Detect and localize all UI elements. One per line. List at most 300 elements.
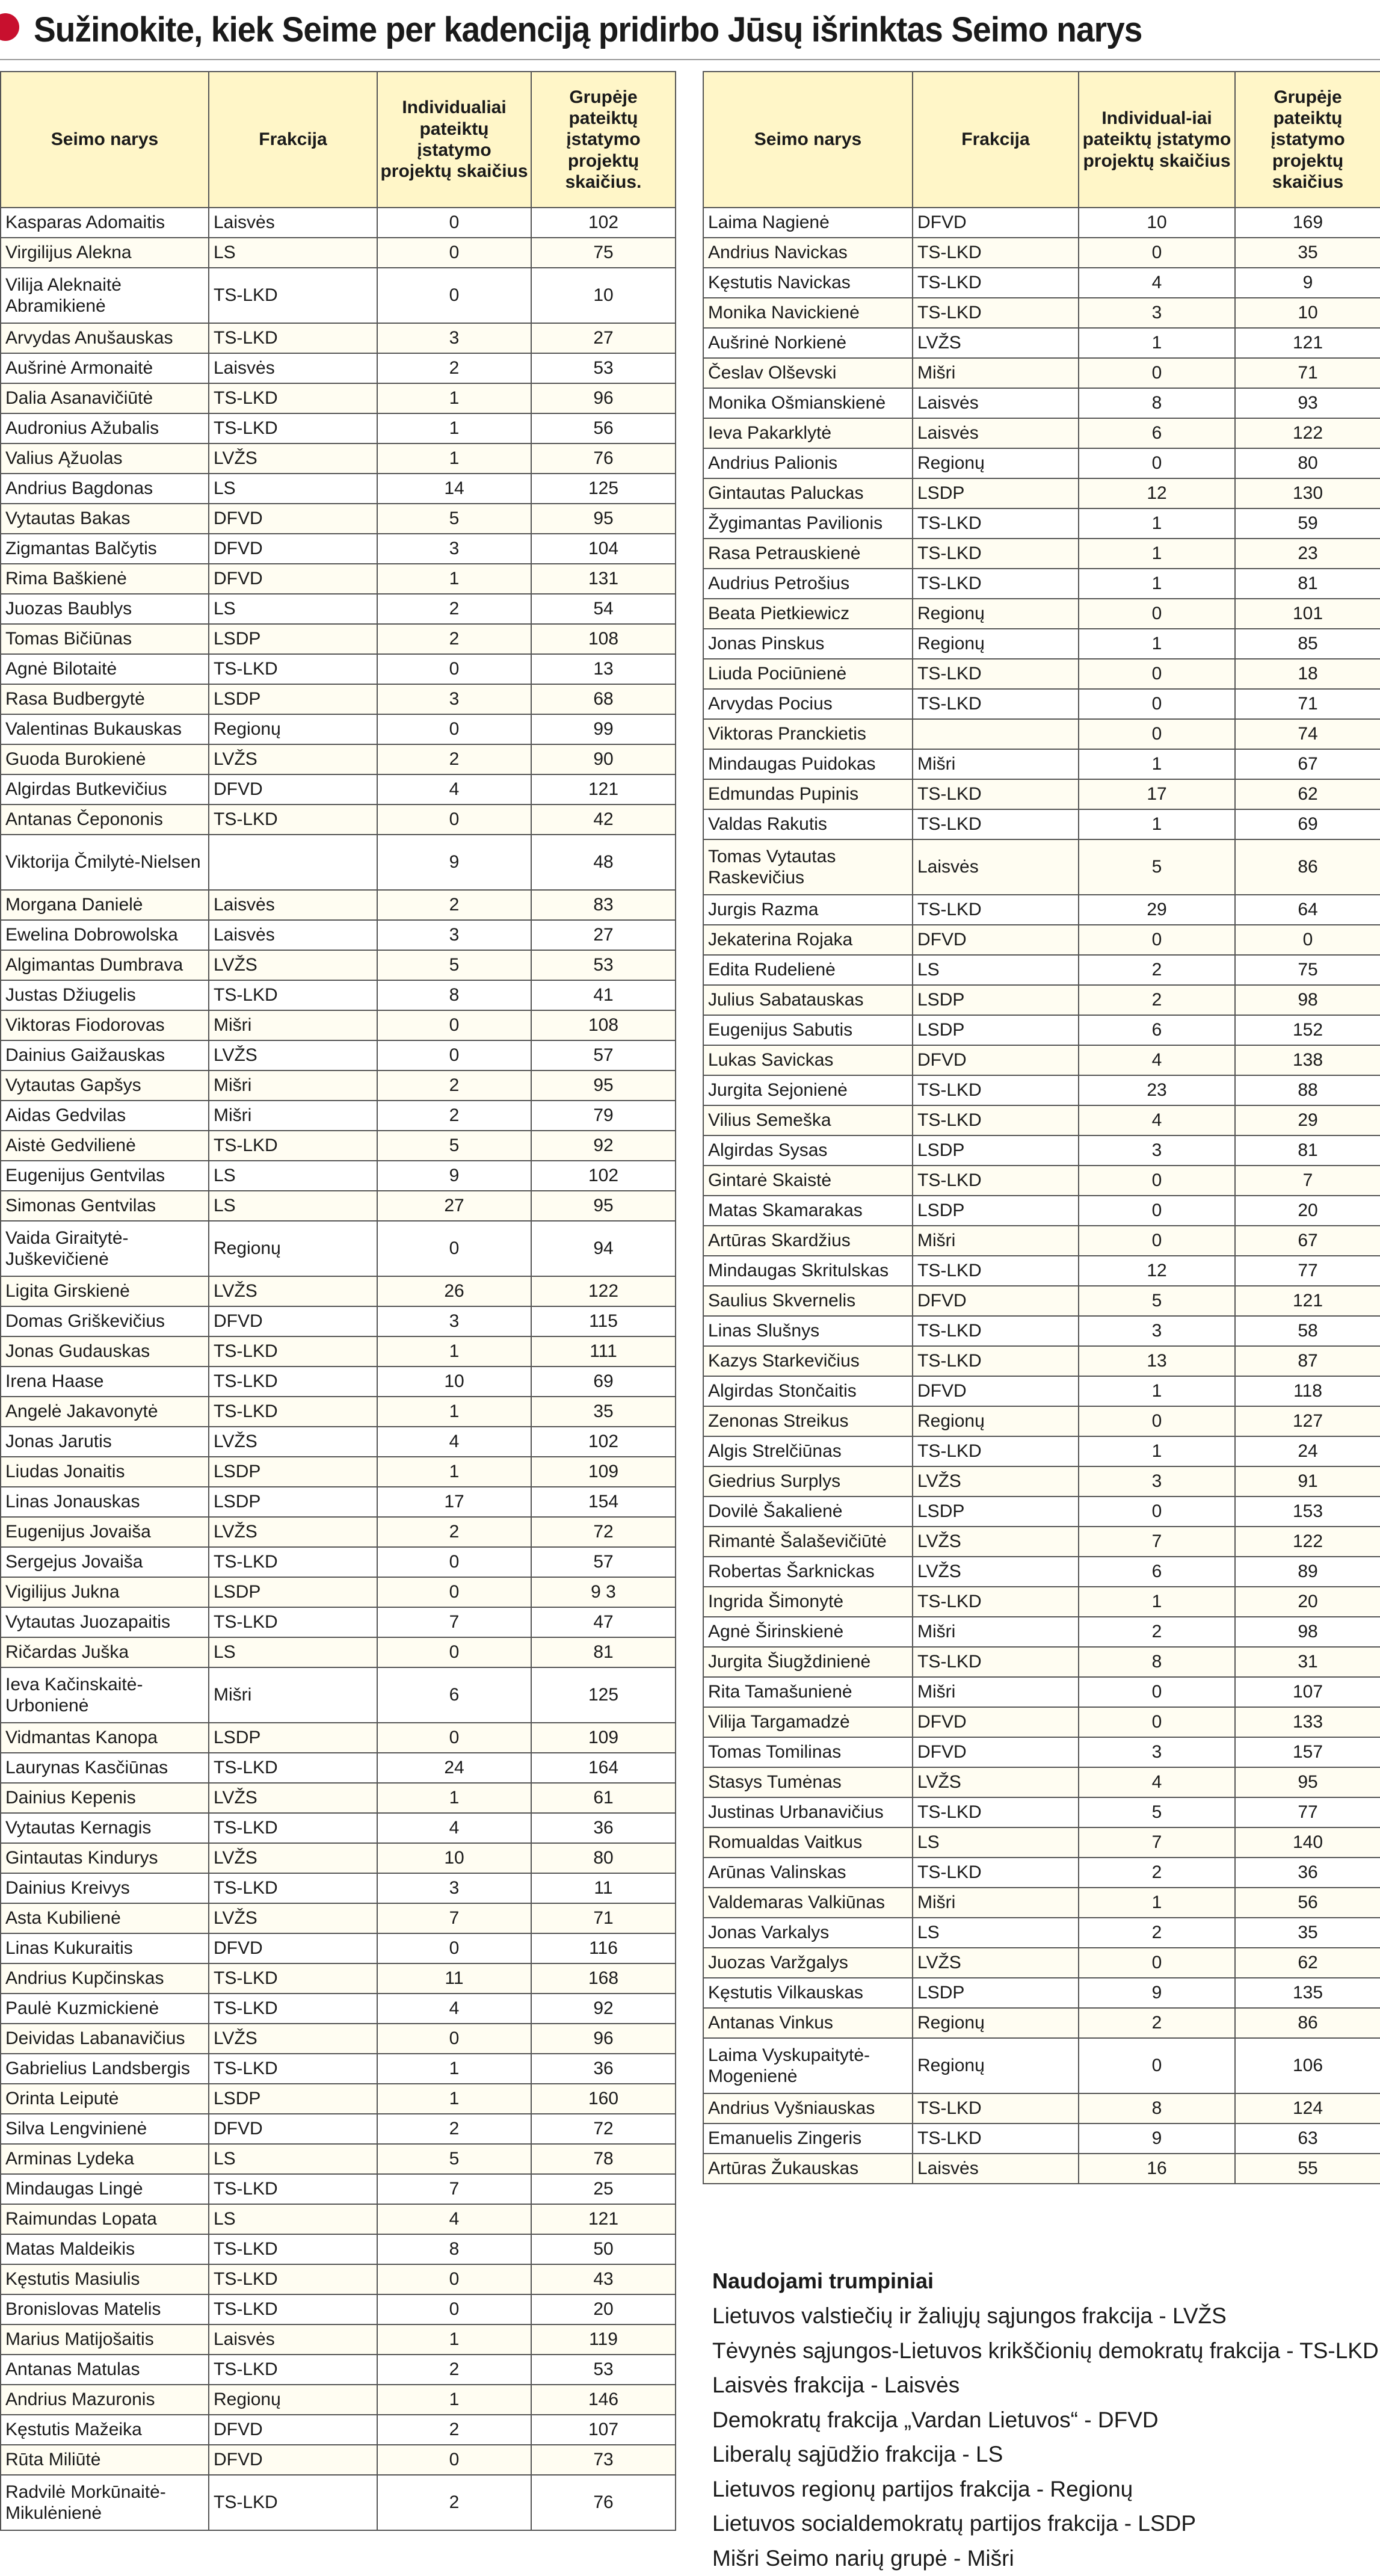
individual-count-cell: 26 xyxy=(377,1276,531,1306)
group-count-cell: 85 xyxy=(1235,629,1380,659)
table-row xyxy=(1,268,676,323)
legend-list xyxy=(712,2299,1380,2575)
left-members-table xyxy=(0,71,676,2531)
faction-cell: TS-LKD xyxy=(913,1797,1079,1827)
faction-cell: Mišri xyxy=(913,1888,1079,1918)
group-count-cell: 71 xyxy=(1235,358,1380,388)
table-row xyxy=(703,1226,1380,1256)
table-row xyxy=(703,985,1380,1015)
group-count-cell: 115 xyxy=(531,1306,676,1336)
faction-cell: TS-LKD xyxy=(209,1607,377,1637)
member-name-cell: Rūta Miliūtė xyxy=(1,2445,209,2475)
group-count-cell: 69 xyxy=(1235,809,1380,839)
table-row xyxy=(1,2234,676,2264)
group-count-cell: 116 xyxy=(531,1933,676,1963)
group-count-cell: 75 xyxy=(1235,955,1380,985)
group-count-cell: 133 xyxy=(1235,1707,1380,1737)
faction-cell: TS-LKD xyxy=(913,238,1079,268)
member-name-cell: Antanas Čepononis xyxy=(1,805,209,835)
member-name-cell: Dainius Gaižauskas xyxy=(1,1040,209,1070)
table-row xyxy=(1,413,676,443)
member-name-cell: Vytautas Bakas xyxy=(1,504,209,534)
faction-cell: LVŽS xyxy=(209,1517,377,1547)
member-name-cell: Andrius Bagdonas xyxy=(1,474,209,504)
member-name-cell: Ieva Pakarklytė xyxy=(703,418,913,448)
table-row xyxy=(1,2355,676,2385)
group-count-cell: 135 xyxy=(1235,1978,1380,2008)
individual-count-cell: 2 xyxy=(377,1070,531,1101)
member-name-cell: Andrius Palionis xyxy=(703,448,913,478)
table-row xyxy=(703,1617,1380,1647)
individual-count-cell: 0 xyxy=(1079,925,1235,955)
individual-count-cell: 0 xyxy=(377,1040,531,1070)
faction-cell: LSDP xyxy=(913,1015,1079,1045)
individual-count-cell: 1 xyxy=(377,2324,531,2355)
individual-count-cell: 2 xyxy=(377,2114,531,2144)
faction-cell: Laisvės xyxy=(913,388,1079,418)
faction-cell: DFVD xyxy=(209,2415,377,2445)
table-header-row xyxy=(1,72,676,208)
faction-cell: LVŽS xyxy=(913,1557,1079,1587)
group-count-cell: 96 xyxy=(531,2024,676,2054)
individual-count-cell: 5 xyxy=(377,2144,531,2174)
table-row xyxy=(1,1813,676,1843)
group-count-cell: 62 xyxy=(1235,779,1380,809)
group-count-cell: 157 xyxy=(1235,1737,1380,1767)
faction-cell: TS-LKD xyxy=(209,2054,377,2084)
individual-count-cell: 1 xyxy=(1079,328,1235,358)
individual-count-cell: 27 xyxy=(377,1191,531,1221)
individual-count-cell: 5 xyxy=(1079,839,1235,895)
faction-cell: Laisvės xyxy=(209,208,377,238)
member-name-cell: Dainius Kepenis xyxy=(1,1783,209,1813)
table-row xyxy=(1,238,676,268)
table-row xyxy=(703,779,1380,809)
table-row xyxy=(703,1797,1380,1827)
faction-cell: TS-LKD xyxy=(913,779,1079,809)
group-count-cell: 86 xyxy=(1235,839,1380,895)
group-count-cell: 56 xyxy=(531,413,676,443)
faction-cell: LVŽS xyxy=(209,1783,377,1813)
faction-cell: DFVD xyxy=(209,564,377,594)
table-row xyxy=(703,689,1380,719)
member-name-cell: Eugenijus Gentvilas xyxy=(1,1161,209,1191)
table-row xyxy=(703,238,1380,268)
member-name-cell: Virgilijus Alekna xyxy=(1,238,209,268)
table-row xyxy=(703,1466,1380,1496)
member-name-cell: Audrius Petrošius xyxy=(703,569,913,599)
group-count-cell: 107 xyxy=(531,2415,676,2445)
table-row xyxy=(1,1131,676,1161)
faction-cell: TS-LKD xyxy=(913,1105,1079,1135)
individual-count-cell: 3 xyxy=(1079,1316,1235,1346)
group-count-cell: 88 xyxy=(1235,1075,1380,1105)
faction-cell: Regionų xyxy=(913,2008,1079,2038)
faction-cell: LVŽS xyxy=(913,1767,1079,1797)
individual-count-cell: 1 xyxy=(377,1457,531,1487)
group-count-cell: 18 xyxy=(1235,659,1380,689)
member-name-cell: Vidmantas Kanopa xyxy=(1,1723,209,1753)
individual-count-cell: 1 xyxy=(1079,749,1235,779)
table-row xyxy=(1,890,676,920)
member-name-cell: Edita Rudelienė xyxy=(703,955,913,985)
group-count-cell: 73 xyxy=(531,2445,676,2475)
group-count-cell: 35 xyxy=(1235,1918,1380,1948)
individual-count-cell: 0 xyxy=(377,1933,531,1963)
individual-count-cell: 6 xyxy=(1079,418,1235,448)
table-row xyxy=(1,1306,676,1336)
table-row xyxy=(1,1933,676,1963)
member-name-cell: Valius Ąžuolas xyxy=(1,443,209,474)
table-row xyxy=(1,980,676,1010)
individual-count-cell: 4 xyxy=(377,1813,531,1843)
group-count-cell: 122 xyxy=(1235,418,1380,448)
member-name-cell: Vigilijus Jukna xyxy=(1,1577,209,1607)
table-row xyxy=(1,1070,676,1101)
group-count-cell: 71 xyxy=(1235,689,1380,719)
table-row xyxy=(703,539,1380,569)
table-row xyxy=(703,1045,1380,1075)
faction-cell: DFVD xyxy=(209,1933,377,1963)
individual-count-cell: 11 xyxy=(377,1963,531,1994)
member-name-cell: Rasa Budbergytė xyxy=(1,684,209,714)
member-name-cell: Viktoras Pranckietis xyxy=(703,719,913,749)
group-count-cell: 95 xyxy=(1235,1767,1380,1797)
individual-count-cell: 4 xyxy=(377,1994,531,2024)
faction-cell: Laisvės xyxy=(209,353,377,383)
member-name-cell: Valentinas Bukauskas xyxy=(1,714,209,744)
faction-cell: LS xyxy=(209,2144,377,2174)
member-name-cell: Emanuelis Zingeris xyxy=(703,2124,913,2154)
group-count-cell: 131 xyxy=(531,564,676,594)
member-name-cell: Viktoras Fiodorovas xyxy=(1,1010,209,1040)
table-row xyxy=(1,1010,676,1040)
table-row xyxy=(1,1903,676,1933)
faction-cell: Laisvės xyxy=(913,2154,1079,2184)
faction-cell: Laisvės xyxy=(209,890,377,920)
table-row xyxy=(703,1647,1380,1677)
group-count-cell: 36 xyxy=(1235,1858,1380,1888)
individual-count-cell: 1 xyxy=(1079,1376,1235,1406)
group-count-cell: 121 xyxy=(531,774,676,805)
individual-count-cell: 0 xyxy=(1079,1948,1235,1978)
group-count-cell: 76 xyxy=(531,2475,676,2530)
faction-cell: DFVD xyxy=(913,925,1079,955)
group-count-cell: 9 3 xyxy=(531,1577,676,1607)
individual-count-cell: 2 xyxy=(377,353,531,383)
individual-count-cell: 9 xyxy=(1079,2124,1235,2154)
individual-count-cell: 12 xyxy=(1079,478,1235,508)
individual-count-cell: 0 xyxy=(1079,1196,1235,1226)
faction-cell: DFVD xyxy=(209,504,377,534)
member-name-cell: Laurynas Kasčiūnas xyxy=(1,1753,209,1783)
column-header-faction: Frakcija xyxy=(913,72,1079,208)
faction-cell: TS-LKD xyxy=(913,1166,1079,1196)
column-header-member: Seimo narys xyxy=(703,72,913,208)
table-row xyxy=(703,1677,1380,1707)
member-name-cell: Rimantė Šalaševičiūtė xyxy=(703,1527,913,1557)
individual-count-cell: 7 xyxy=(1079,1527,1235,1557)
group-count-cell: 35 xyxy=(1235,238,1380,268)
group-count-cell: 92 xyxy=(531,1994,676,2024)
faction-cell: LSDP xyxy=(913,1978,1079,2008)
individual-count-cell: 16 xyxy=(1079,2154,1235,2184)
individual-count-cell: 7 xyxy=(1079,1827,1235,1858)
table-row xyxy=(1,1101,676,1131)
group-count-cell: 102 xyxy=(531,1161,676,1191)
group-count-cell: 72 xyxy=(531,1517,676,1547)
faction-cell: DFVD xyxy=(913,1737,1079,1767)
faction-cell: TS-LKD xyxy=(209,413,377,443)
group-count-cell: 78 xyxy=(531,2144,676,2174)
table-row xyxy=(703,358,1380,388)
individual-count-cell: 4 xyxy=(377,774,531,805)
faction-cell: TS-LKD xyxy=(209,2174,377,2204)
member-name-cell: Ingrida Šimonytė xyxy=(703,1587,913,1617)
member-name-cell: Eugenijus Sabutis xyxy=(703,1015,913,1045)
individual-count-cell: 17 xyxy=(377,1487,531,1517)
table-row xyxy=(1,1783,676,1813)
faction-cell: LSDP xyxy=(913,985,1079,1015)
table-row xyxy=(703,1827,1380,1858)
group-count-cell: 76 xyxy=(531,443,676,474)
group-count-cell: 59 xyxy=(1235,508,1380,539)
faction-cell: TS-LKD xyxy=(913,569,1079,599)
faction-cell: TS-LKD xyxy=(209,980,377,1010)
member-name-cell: Algimantas Dumbrava xyxy=(1,950,209,980)
individual-count-cell: 12 xyxy=(1079,1256,1235,1286)
group-count-cell: 160 xyxy=(531,2084,676,2114)
faction-cell: LSDP xyxy=(913,1196,1079,1226)
table-row xyxy=(703,1767,1380,1797)
faction-cell: LS xyxy=(209,1191,377,1221)
group-count-cell: 56 xyxy=(1235,1888,1380,1918)
legend-item: Mišri Seimo narių grupė - Mišri xyxy=(712,2545,1014,2571)
table-row xyxy=(1,564,676,594)
member-name-cell: Arvydas Anušauskas xyxy=(1,323,209,353)
table-row xyxy=(703,749,1380,779)
individual-count-cell: 9 xyxy=(377,835,531,890)
group-count-cell: 23 xyxy=(1235,539,1380,569)
table-row xyxy=(1,1457,676,1487)
group-count-cell: 146 xyxy=(531,2385,676,2415)
individual-count-cell: 3 xyxy=(377,1873,531,1903)
group-count-cell: 10 xyxy=(1235,298,1380,328)
individual-count-cell: 0 xyxy=(377,2445,531,2475)
group-count-cell: 24 xyxy=(1235,1436,1380,1466)
individual-count-cell: 8 xyxy=(1079,2093,1235,2124)
group-count-cell: 93 xyxy=(1235,388,1380,418)
individual-count-cell: 8 xyxy=(377,2234,531,2264)
group-count-cell: 122 xyxy=(531,1276,676,1306)
faction-cell: TS-LKD xyxy=(913,1436,1079,1466)
table-row xyxy=(1,2385,676,2415)
faction-cell: TS-LKD xyxy=(913,1316,1079,1346)
table-row xyxy=(703,925,1380,955)
table-row xyxy=(703,1015,1380,1045)
table-row xyxy=(1,1723,676,1753)
group-count-cell: 48 xyxy=(531,835,676,890)
member-name-cell: Vilija Targamadzė xyxy=(703,1707,913,1737)
page-header xyxy=(0,0,1380,65)
member-name-cell: Linas Jonauskas xyxy=(1,1487,209,1517)
group-count-cell: 67 xyxy=(1235,1226,1380,1256)
table-row xyxy=(703,298,1380,328)
column-header-individual: Individualiai pateiktų įstatymo projektų skaičius xyxy=(377,72,531,208)
group-count-cell: 89 xyxy=(1235,1557,1380,1587)
table-row xyxy=(1,805,676,835)
faction-cell: LVŽS xyxy=(209,2024,377,2054)
table-row xyxy=(1,1843,676,1873)
legend-item: Laisvės frakcija - Laisvės xyxy=(712,2373,960,2397)
faction-cell: LSDP xyxy=(209,1577,377,1607)
member-name-cell: Vytautas Gapšys xyxy=(1,1070,209,1101)
member-name-cell: Marius Matijošaitis xyxy=(1,2324,209,2355)
table-row xyxy=(1,1753,676,1783)
faction-cell: Laisvės xyxy=(913,418,1079,448)
faction-cell: TS-LKD xyxy=(209,1963,377,1994)
individual-count-cell: 9 xyxy=(377,1161,531,1191)
individual-count-cell: 5 xyxy=(377,1131,531,1161)
group-count-cell: 80 xyxy=(1235,448,1380,478)
table-row xyxy=(1,2415,676,2445)
table-row xyxy=(1,443,676,474)
member-name-cell: Monika Ošmianskienė xyxy=(703,388,913,418)
table-row xyxy=(703,1587,1380,1617)
faction-cell: LS xyxy=(209,594,377,624)
individual-count-cell: 5 xyxy=(377,504,531,534)
member-name-cell: Agnė Širinskienė xyxy=(703,1617,913,1647)
faction-cell: TS-LKD xyxy=(913,1587,1079,1617)
individual-count-cell: 2 xyxy=(377,744,531,774)
faction-cell: Regionų xyxy=(209,714,377,744)
member-name-cell: Kęstutis Mažeika xyxy=(1,2415,209,2445)
table-row xyxy=(1,744,676,774)
faction-cell: TS-LKD xyxy=(913,1346,1079,1376)
table-row xyxy=(703,1346,1380,1376)
individual-count-cell: 6 xyxy=(1079,1557,1235,1587)
member-name-cell: Ligita Girskienė xyxy=(1,1276,209,1306)
individual-count-cell: 1 xyxy=(1079,1888,1235,1918)
table-row xyxy=(1,1161,676,1191)
group-count-cell: 41 xyxy=(531,980,676,1010)
member-name-cell: Mindaugas Skritulskas xyxy=(703,1256,913,1286)
group-count-cell: 81 xyxy=(1235,569,1380,599)
faction-cell: LSDP xyxy=(913,478,1079,508)
faction-cell: Regionų xyxy=(209,2385,377,2415)
faction-cell: Mišri xyxy=(209,1101,377,1131)
faction-cell: TS-LKD xyxy=(913,689,1079,719)
group-count-cell: 152 xyxy=(1235,1015,1380,1045)
group-count-cell: 95 xyxy=(531,1191,676,1221)
faction-cell: LSDP xyxy=(209,684,377,714)
faction-cell: DFVD xyxy=(913,1286,1079,1316)
table-row xyxy=(703,1166,1380,1196)
individual-count-cell: 3 xyxy=(377,323,531,353)
member-name-cell: Juozas Baublys xyxy=(1,594,209,624)
group-count-cell: 138 xyxy=(1235,1045,1380,1075)
individual-count-cell: 0 xyxy=(377,2024,531,2054)
member-name-cell: Andrius Vyšniauskas xyxy=(703,2093,913,2124)
table-row xyxy=(1,1873,676,1903)
faction-cell: DFVD xyxy=(209,774,377,805)
faction-cell: LSDP xyxy=(913,1496,1079,1527)
individual-count-cell: 0 xyxy=(377,654,531,684)
individual-count-cell: 7 xyxy=(377,1903,531,1933)
individual-count-cell: 1 xyxy=(377,2385,531,2415)
member-name-cell: Sergejus Jovaiša xyxy=(1,1547,209,1577)
faction-cell: LSDP xyxy=(209,2084,377,2114)
group-count-cell: 125 xyxy=(531,474,676,504)
group-count-cell: 86 xyxy=(1235,2008,1380,2038)
column-header-group: Grupėje pateiktų įstatymo projektų skaičius. xyxy=(531,72,676,208)
group-count-cell: 36 xyxy=(531,2054,676,2084)
member-name-cell: Stasys Tumėnas xyxy=(703,1767,913,1797)
member-name-cell: Viktorija Čmilytė-Nielsen xyxy=(1,835,209,890)
faction-cell: TS-LKD xyxy=(209,2294,377,2324)
group-count-cell: 36 xyxy=(531,1813,676,1843)
member-name-cell: Matas Skamarakas xyxy=(703,1196,913,1226)
individual-count-cell: 0 xyxy=(1079,448,1235,478)
individual-count-cell: 0 xyxy=(1079,599,1235,629)
faction-cell: LVŽS xyxy=(209,1276,377,1306)
group-count-cell: 42 xyxy=(531,805,676,835)
member-name-cell: Robertas Šarknickas xyxy=(703,1557,913,1587)
individual-count-cell: 3 xyxy=(377,1306,531,1336)
individual-count-cell: 0 xyxy=(377,1221,531,1276)
table-row xyxy=(1,1637,676,1667)
group-count-cell: 168 xyxy=(531,1963,676,1994)
group-count-cell: 0 xyxy=(1235,925,1380,955)
group-count-cell: 53 xyxy=(531,2355,676,2385)
faction-cell: LVŽS xyxy=(913,1466,1079,1496)
faction-cell: TS-LKD xyxy=(913,539,1079,569)
member-name-cell: Linas Kukuraitis xyxy=(1,1933,209,1963)
table-row xyxy=(1,714,676,744)
individual-count-cell: 1 xyxy=(377,1783,531,1813)
individual-count-cell: 4 xyxy=(1079,268,1235,298)
group-count-cell: 109 xyxy=(531,1457,676,1487)
group-count-cell: 140 xyxy=(1235,1827,1380,1858)
individual-count-cell: 0 xyxy=(377,1547,531,1577)
member-name-cell: Gintarė Skaistė xyxy=(703,1166,913,1196)
individual-count-cell: 1 xyxy=(1079,629,1235,659)
member-name-cell: Tomas Vytautas Raskevičius xyxy=(703,839,913,895)
group-count-cell: 108 xyxy=(531,624,676,654)
group-count-cell: 95 xyxy=(531,1070,676,1101)
member-name-cell: Simonas Gentvilas xyxy=(1,1191,209,1221)
faction-cell: LVŽS xyxy=(209,744,377,774)
group-count-cell: 79 xyxy=(531,1101,676,1131)
table-row xyxy=(703,1948,1380,1978)
individual-count-cell: 4 xyxy=(377,1427,531,1457)
member-name-cell: Antanas Matulas xyxy=(1,2355,209,2385)
table-row xyxy=(1,534,676,564)
individual-count-cell: 4 xyxy=(377,2204,531,2234)
table-row xyxy=(1,2445,676,2475)
member-name-cell: Arvydas Pocius xyxy=(703,689,913,719)
member-name-cell: Justas Džiugelis xyxy=(1,980,209,1010)
member-name-cell: Jurgis Razma xyxy=(703,895,913,925)
table-row xyxy=(703,629,1380,659)
faction-cell: DFVD xyxy=(913,1045,1079,1075)
faction-cell: Mišri xyxy=(209,1667,377,1723)
faction-cell: TS-LKD xyxy=(913,809,1079,839)
member-name-cell: Julius Sabatauskas xyxy=(703,985,913,1015)
individual-count-cell: 4 xyxy=(1079,1105,1235,1135)
legend-item: Lietuvos socialdemokratų partijos frakcija - LSDP xyxy=(712,2511,1197,2536)
individual-count-cell: 0 xyxy=(1079,1166,1235,1196)
